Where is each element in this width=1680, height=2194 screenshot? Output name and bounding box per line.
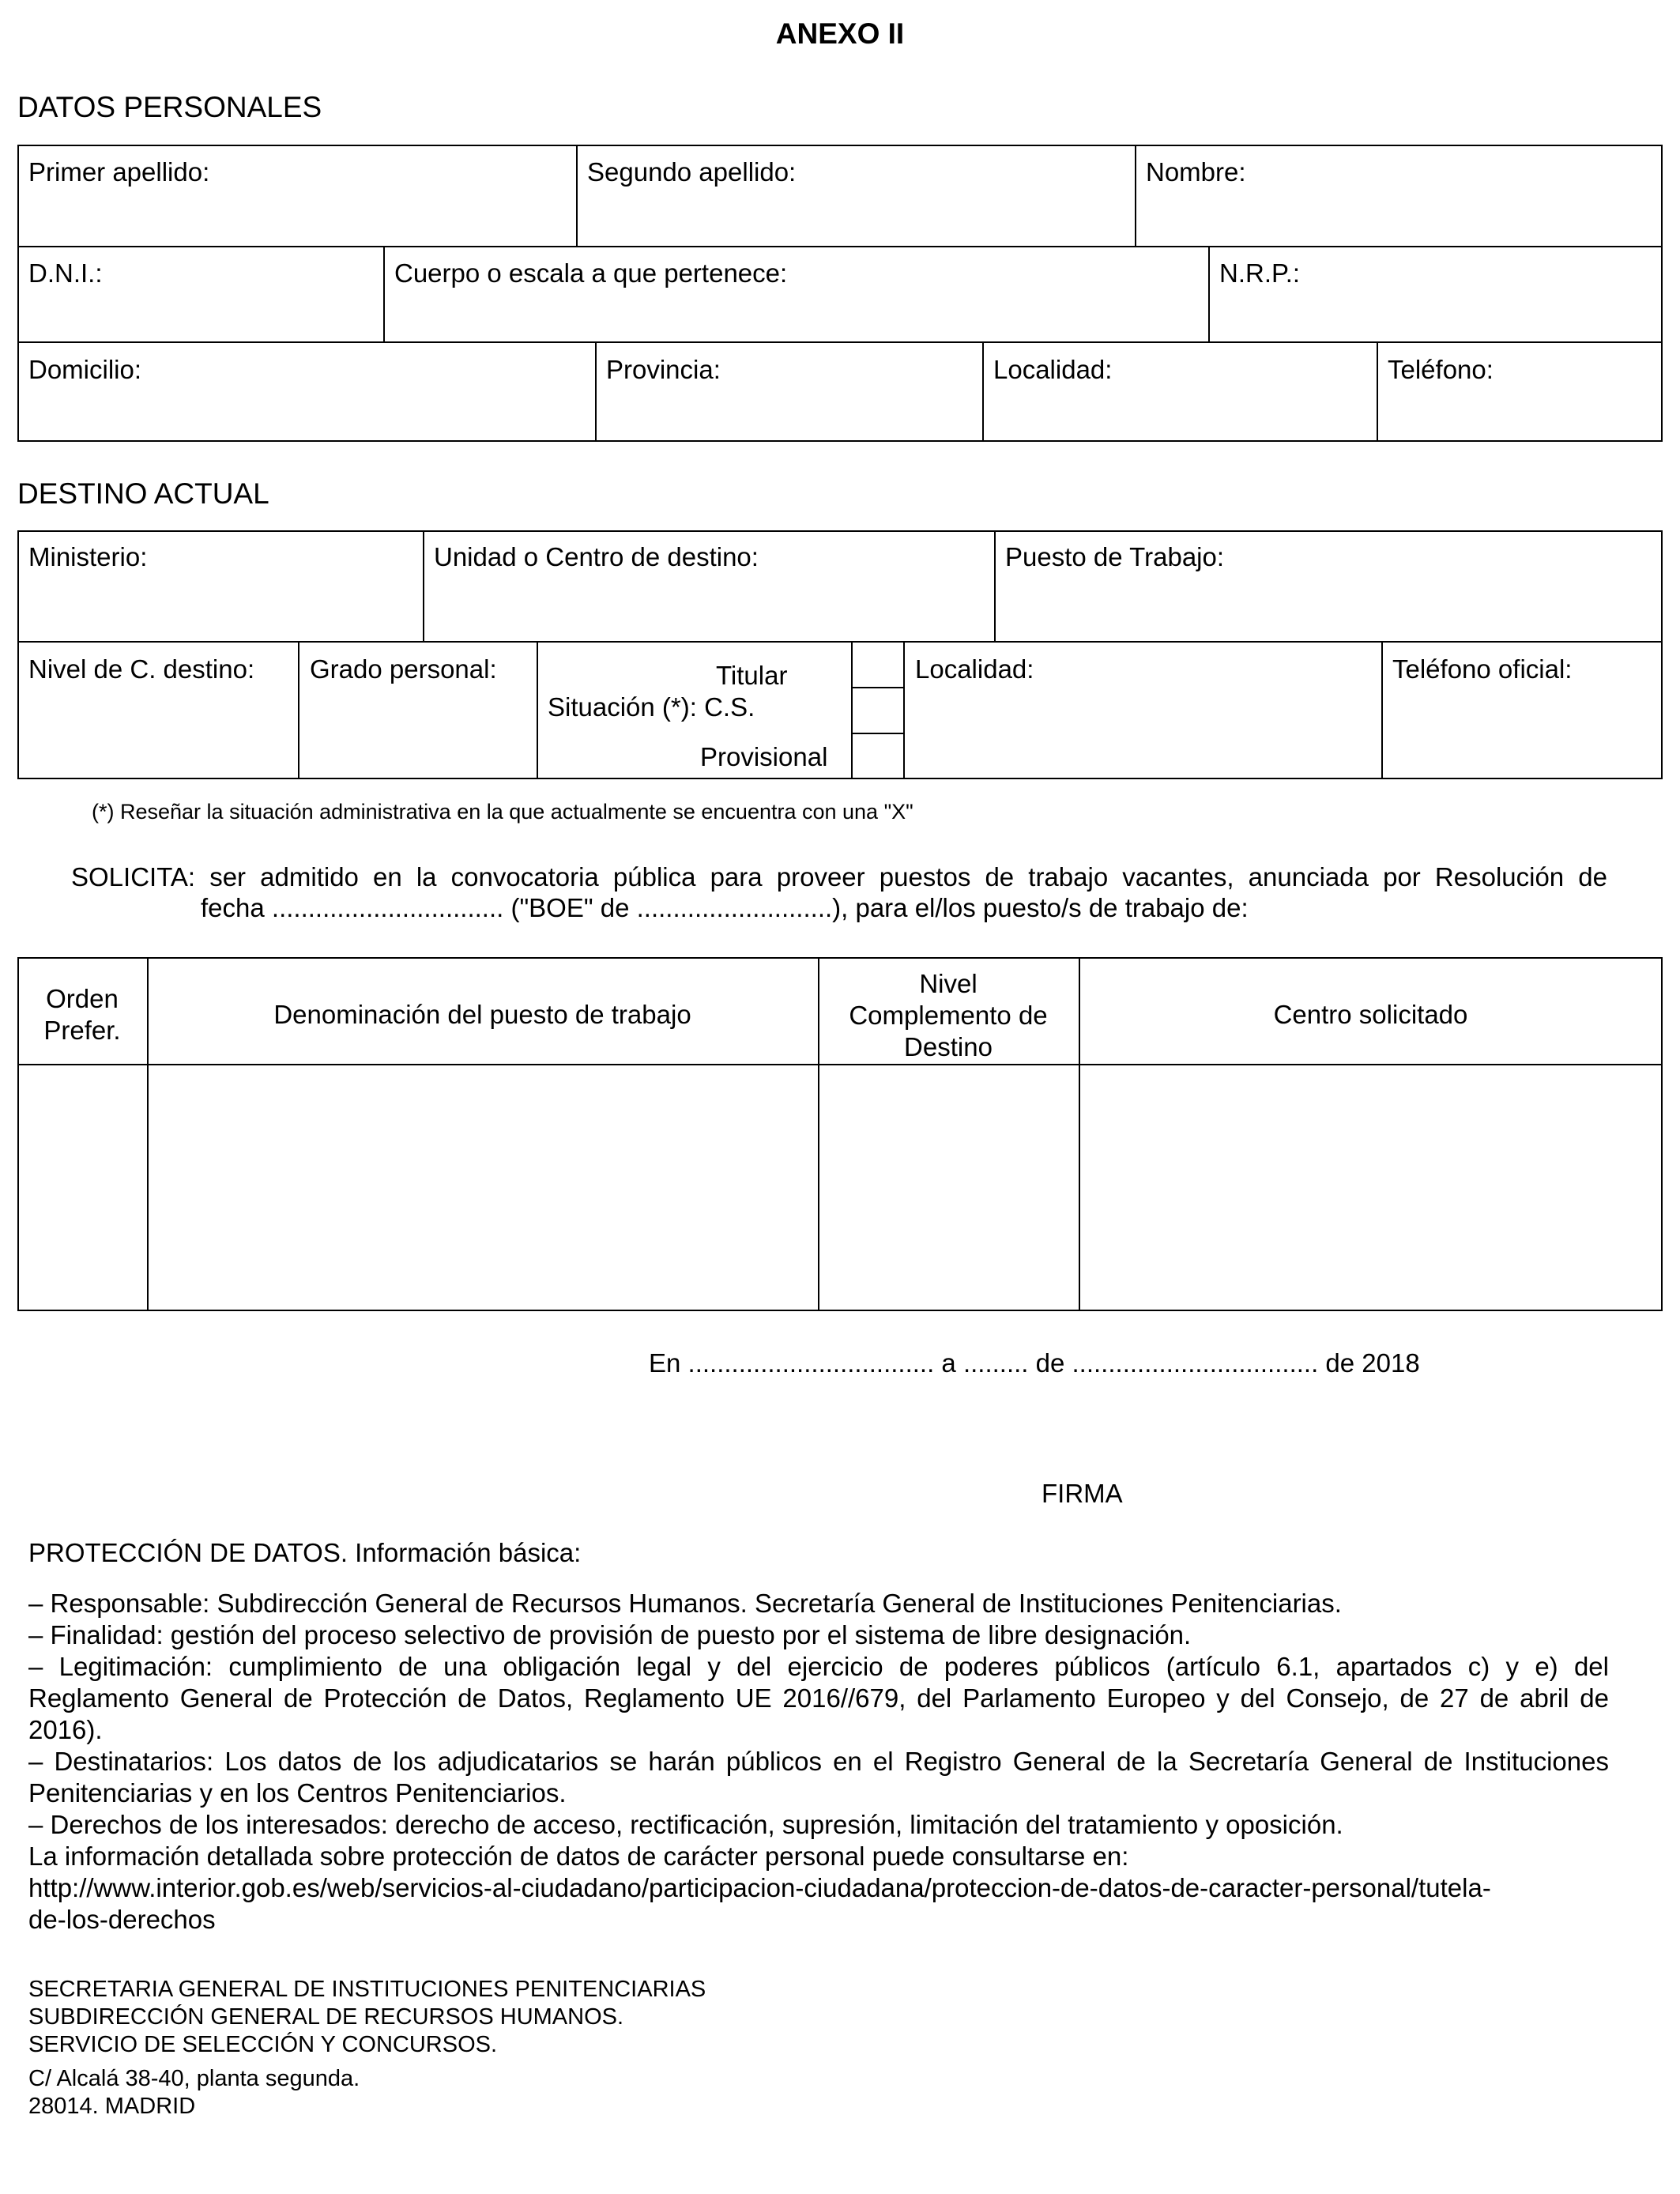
checkbox-provisional[interactable] [853, 734, 903, 778]
field-primer-apellido[interactable]: Primer apellido: [28, 157, 210, 187]
proteccion-url[interactable]: http://www.interior.gob.es/web/servicios-al-ciudadano/participacion-ciudadana/proteccion-de-datos-de-caracter-personal/tutela- [28, 1873, 1491, 1902]
checkbox-cs[interactable] [853, 688, 903, 733]
footer-line: 28014. MADRID [28, 2094, 196, 2119]
field-grado-personal[interactable]: Grado personal: [310, 654, 497, 684]
solicita-line-2: fecha ................................ ("BOE" de ...........................), para el/los puesto/s de trabajo de: [201, 893, 1249, 922]
datos-personales-table [17, 145, 1663, 442]
field-ministerio[interactable]: Ministerio: [28, 542, 148, 571]
section-heading-destino-actual: DESTINO ACTUAL [17, 477, 269, 510]
field-nivel-destino[interactable]: Nivel de C. destino: [28, 654, 255, 684]
column-header-orden: Orden Prefer. [43, 984, 121, 1045]
column-header-nivel: Nivel Complemento de Destino [849, 969, 1048, 1061]
field-cuerpo[interactable]: Cuerpo o escala a que pertenece: [394, 258, 788, 288]
field-dni[interactable]: D.N.I.: [28, 258, 103, 288]
section-heading-datos-personales: DATOS PERSONALES [17, 91, 322, 123]
proteccion-line: Penitenciarias y en los Centros Penitenciarios. [28, 1778, 567, 1808]
footer-line: SECRETARIA GENERAL DE INSTITUCIONES PENITENCIARIAS [28, 1977, 706, 2002]
field-localidad[interactable]: Localidad: [993, 355, 1113, 384]
field-telefono[interactable]: Teléfono: [1388, 355, 1494, 384]
field-provincia[interactable]: Provincia: [606, 355, 721, 384]
cell-orden[interactable] [19, 1065, 147, 1310]
proteccion-heading: PROTECCIÓN DE DATOS. Información básica: [28, 1538, 582, 1567]
proteccion-line: – Responsable: Subdirección General de Recursos Humanos. Secretaría General de Instituciones Penitenciarias. [28, 1589, 1342, 1618]
footer-line: C/ Alcalá 38-40, planta segunda. [28, 2066, 360, 2091]
proteccion-line: – Derechos de los interesados: derecho de acceso, rectificación, supresión, limitación del tratamiento y oposición. [28, 1810, 1343, 1839]
footer-line: SERVICIO DE SELECCIÓN Y CONCURSOS. [28, 2032, 498, 2057]
column-header-centro: Centro solicitado [1273, 1000, 1468, 1029]
field-unidad[interactable]: Unidad o Centro de destino: [434, 542, 759, 571]
proteccion-line: – Destinatarios: Los datos de los adjudicatarios se harán públicos en el Registro General de la Secretaría General de Instituciones [28, 1747, 1609, 1776]
proteccion-line: Reglamento General de Protección de Datos, Reglamento UE 2016//679, del Parlamento Europeo y del Consejo, de 27 de abril de [28, 1683, 1609, 1713]
column-header-denominacion: Denominación del puesto de trabajo [273, 1000, 691, 1029]
footer-address [28, 1976, 706, 2120]
proteccion-line: 2016). [28, 1715, 103, 1744]
field-nrp[interactable]: N.R.P.: [1219, 258, 1301, 288]
cell-centro[interactable] [1080, 1065, 1661, 1310]
firma-label: FIRMA [1042, 1479, 1123, 1508]
proteccion-line: – Finalidad: gestión del proceso selectivo de provisión de puesto por el sistema de libre designación. [28, 1620, 1192, 1649]
proteccion-url-continued[interactable]: de-los-derechos [28, 1905, 216, 1934]
proteccion-line: La información detallada sobre protección de datos de carácter personal puede consultarse en: [28, 1842, 1129, 1871]
cell-denominacion[interactable] [149, 1065, 818, 1310]
field-telefono-oficial[interactable]: Teléfono oficial: [1392, 654, 1573, 684]
checkbox-titular[interactable] [853, 643, 903, 687]
field-localidad-destino[interactable]: Localidad: [915, 654, 1034, 684]
solicita-line-1: SOLICITA: ser admitido en la convocatoria pública para proveer puestos de trabajo vacantes, anunciada por Resolución de [71, 862, 1607, 892]
field-puesto[interactable]: Puesto de Trabajo: [1005, 542, 1225, 571]
date-line: En .................................. a ......... de .................................. de 2018 [649, 1348, 1420, 1378]
footnote-situacion: (*) Reseñar la situación administrativa en la que actualmente se encuentra con una "X" [92, 800, 913, 824]
field-nombre[interactable]: Nombre: [1146, 157, 1246, 187]
field-segundo-apellido[interactable]: Segundo apellido: [587, 157, 797, 187]
label-provisional: Provisional [700, 742, 828, 771]
proteccion-line: – Legitimación: cumplimiento de una obligación legal y del ejercicio de poderes públicos (artículo 6.1, apartados c) y e) del [28, 1652, 1609, 1681]
cell-nivel[interactable] [819, 1065, 1079, 1310]
page-title: ANEXO II [775, 17, 905, 50]
label-titular: Titular [716, 661, 788, 690]
label-situacion: Situación (*): C.S. [548, 692, 755, 722]
proteccion-list [28, 1588, 1609, 1936]
field-domicilio[interactable]: Domicilio: [28, 355, 142, 384]
footer-line: SUBDIRECCIÓN GENERAL DE RECURSOS HUMANOS. [28, 2004, 624, 2030]
